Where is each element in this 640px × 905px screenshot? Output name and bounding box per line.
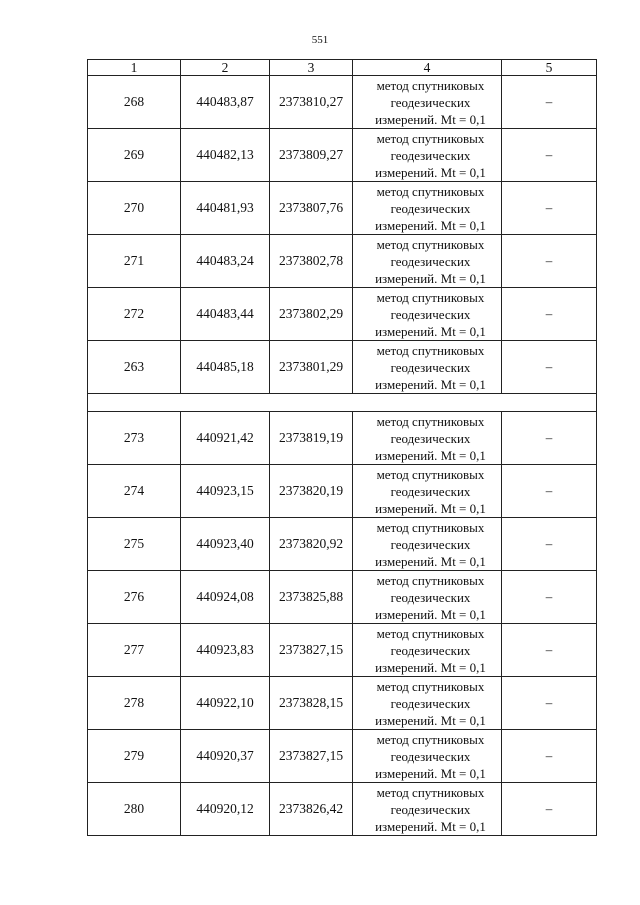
method-line: геодезических: [390, 536, 471, 552]
method-cell: [353, 783, 502, 836]
method-line: геодезических: [390, 642, 471, 658]
table-row: [88, 571, 597, 624]
note-cell: [502, 730, 597, 783]
method-cell: [353, 129, 502, 182]
coord-y: 2373819,19: [270, 412, 353, 465]
dash-mark: –: [545, 306, 553, 322]
method-line: геодезических: [390, 359, 471, 375]
method-line: измерений. Mt = 0,1: [375, 553, 486, 569]
coord-y: 2373828,15: [270, 677, 353, 730]
dash-mark: –: [545, 483, 553, 499]
method-cell: [353, 465, 502, 518]
method-line: метод спутниковых: [376, 342, 485, 358]
dash-mark: –: [545, 200, 553, 216]
table-row: [88, 235, 597, 288]
coord-x: 440920,37: [181, 730, 270, 783]
method-cell: [353, 571, 502, 624]
note-cell: [502, 624, 597, 677]
method-line: геодезических: [390, 94, 471, 110]
note-cell: [502, 412, 597, 465]
method-line: измерений. Mt = 0,1: [375, 659, 486, 675]
group-separator-cell: [88, 394, 597, 412]
header-col-1: 1: [88, 60, 181, 76]
note-cell: [502, 571, 597, 624]
note-cell: [502, 677, 597, 730]
group-separator-row: [88, 394, 597, 412]
dash-mark: –: [545, 147, 553, 163]
method-line: метод спутниковых: [376, 784, 485, 800]
coord-x: 440921,42: [181, 412, 270, 465]
method-line: измерений. Mt = 0,1: [375, 447, 486, 463]
coord-x: 440485,18: [181, 341, 270, 394]
dash-mark: –: [545, 642, 553, 658]
method-line: геодезических: [390, 253, 471, 269]
dash-mark: –: [545, 94, 553, 110]
method-line: метод спутниковых: [376, 183, 485, 199]
method-cell: [353, 412, 502, 465]
point-number: 275: [88, 518, 181, 571]
table-row: [88, 730, 597, 783]
coord-y: 2373827,15: [270, 624, 353, 677]
dash-mark: –: [545, 536, 553, 552]
table-row: [88, 129, 597, 182]
coord-x: 440923,40: [181, 518, 270, 571]
page-number: 551: [311, 34, 329, 46]
method-line: измерений. Mt = 0,1: [375, 606, 486, 622]
coord-x: 440483,24: [181, 235, 270, 288]
method-line: геодезических: [390, 589, 471, 605]
method-cell: [353, 624, 502, 677]
method-cell: [353, 76, 502, 129]
point-number: 263: [88, 341, 181, 394]
method-line: измерений. Mt = 0,1: [375, 376, 486, 392]
dash-mark: –: [545, 589, 553, 605]
method-cell: [353, 288, 502, 341]
point-number: 280: [88, 783, 181, 836]
table-row: [88, 783, 597, 836]
coord-x: 440481,93: [181, 182, 270, 235]
point-number: 279: [88, 730, 181, 783]
method-cell: [353, 235, 502, 288]
point-number: 273: [88, 412, 181, 465]
method-line: метод спутниковых: [376, 572, 485, 588]
method-line: геодезических: [390, 200, 471, 216]
method-line: геодезических: [390, 801, 471, 817]
dash-mark: –: [545, 801, 553, 817]
note-cell: [502, 465, 597, 518]
method-cell: [353, 730, 502, 783]
method-cell: [353, 518, 502, 571]
point-number: 274: [88, 465, 181, 518]
method-line: измерений. Mt = 0,1: [375, 765, 486, 781]
table-row: [88, 412, 597, 465]
method-line: метод спутниковых: [376, 731, 485, 747]
table-row: [88, 341, 597, 394]
coord-y: 2373810,27: [270, 76, 353, 129]
coord-x: 440920,12: [181, 783, 270, 836]
point-number: 276: [88, 571, 181, 624]
dash-mark: –: [545, 430, 553, 446]
note-cell: [502, 182, 597, 235]
method-line: метод спутниковых: [376, 519, 485, 535]
dash-mark: –: [545, 253, 553, 269]
method-line: метод спутниковых: [376, 413, 485, 429]
coord-x: 440923,15: [181, 465, 270, 518]
coord-x: 440482,13: [181, 129, 270, 182]
coord-x: 440924,08: [181, 571, 270, 624]
coord-y: 2373801,29: [270, 341, 353, 394]
dash-mark: –: [545, 359, 553, 375]
method-cell: [353, 341, 502, 394]
method-line: метод спутниковых: [376, 289, 485, 305]
table-header-row: [88, 60, 597, 76]
table-row: [88, 624, 597, 677]
method-line: метод спутниковых: [376, 678, 485, 694]
point-number: 277: [88, 624, 181, 677]
coord-y: 2373825,88: [270, 571, 353, 624]
coord-y: 2373826,42: [270, 783, 353, 836]
method-line: метод спутниковых: [376, 466, 485, 482]
method-line: метод спутниковых: [376, 236, 485, 252]
method-line: измерений. Mt = 0,1: [375, 270, 486, 286]
method-line: метод спутниковых: [376, 625, 485, 641]
method-line: измерений. Mt = 0,1: [375, 323, 486, 339]
coord-y: 2373802,78: [270, 235, 353, 288]
method-line: метод спутниковых: [376, 77, 485, 93]
note-cell: [502, 235, 597, 288]
coord-y: 2373802,29: [270, 288, 353, 341]
method-line: измерений. Mt = 0,1: [375, 164, 486, 180]
point-number: 270: [88, 182, 181, 235]
method-cell: [353, 182, 502, 235]
table-row: [88, 465, 597, 518]
coord-y: 2373820,92: [270, 518, 353, 571]
point-number: 278: [88, 677, 181, 730]
point-number: 272: [88, 288, 181, 341]
table-row: [88, 288, 597, 341]
method-line: геодезических: [390, 483, 471, 499]
method-cell: [353, 677, 502, 730]
table-row: [88, 76, 597, 129]
coord-x: 440923,83: [181, 624, 270, 677]
note-cell: [502, 518, 597, 571]
method-line: геодезических: [390, 430, 471, 446]
method-line: измерений. Mt = 0,1: [375, 217, 486, 233]
dash-mark: –: [545, 748, 553, 764]
method-line: геодезических: [390, 695, 471, 711]
header-col-2: 2: [181, 60, 270, 76]
coord-y: 2373820,19: [270, 465, 353, 518]
table-row: [88, 182, 597, 235]
header-col-3: 3: [270, 60, 353, 76]
note-cell: [502, 341, 597, 394]
coord-y: 2373827,15: [270, 730, 353, 783]
header-col-5: 5: [502, 60, 597, 76]
method-line: измерений. Mt = 0,1: [375, 111, 486, 127]
coordinates-table: [87, 59, 597, 836]
point-number: 271: [88, 235, 181, 288]
point-number: 269: [88, 129, 181, 182]
point-number: 268: [88, 76, 181, 129]
note-cell: [502, 288, 597, 341]
method-line: геодезических: [390, 306, 471, 322]
note-cell: [502, 783, 597, 836]
table-row: [88, 677, 597, 730]
method-line: измерений. Mt = 0,1: [375, 712, 486, 728]
coord-x: 440922,10: [181, 677, 270, 730]
coord-x: 440483,87: [181, 76, 270, 129]
coord-y: 2373807,76: [270, 182, 353, 235]
coord-y: 2373809,27: [270, 129, 353, 182]
method-line: метод спутниковых: [376, 130, 485, 146]
note-cell: [502, 129, 597, 182]
method-line: геодезических: [390, 147, 471, 163]
method-line: измерений. Mt = 0,1: [375, 818, 486, 834]
dash-mark: –: [545, 695, 553, 711]
method-line: геодезических: [390, 748, 471, 764]
note-cell: [502, 76, 597, 129]
coord-x: 440483,44: [181, 288, 270, 341]
table-row: [88, 518, 597, 571]
method-line: измерений. Mt = 0,1: [375, 500, 486, 516]
header-col-4: 4: [353, 60, 502, 76]
